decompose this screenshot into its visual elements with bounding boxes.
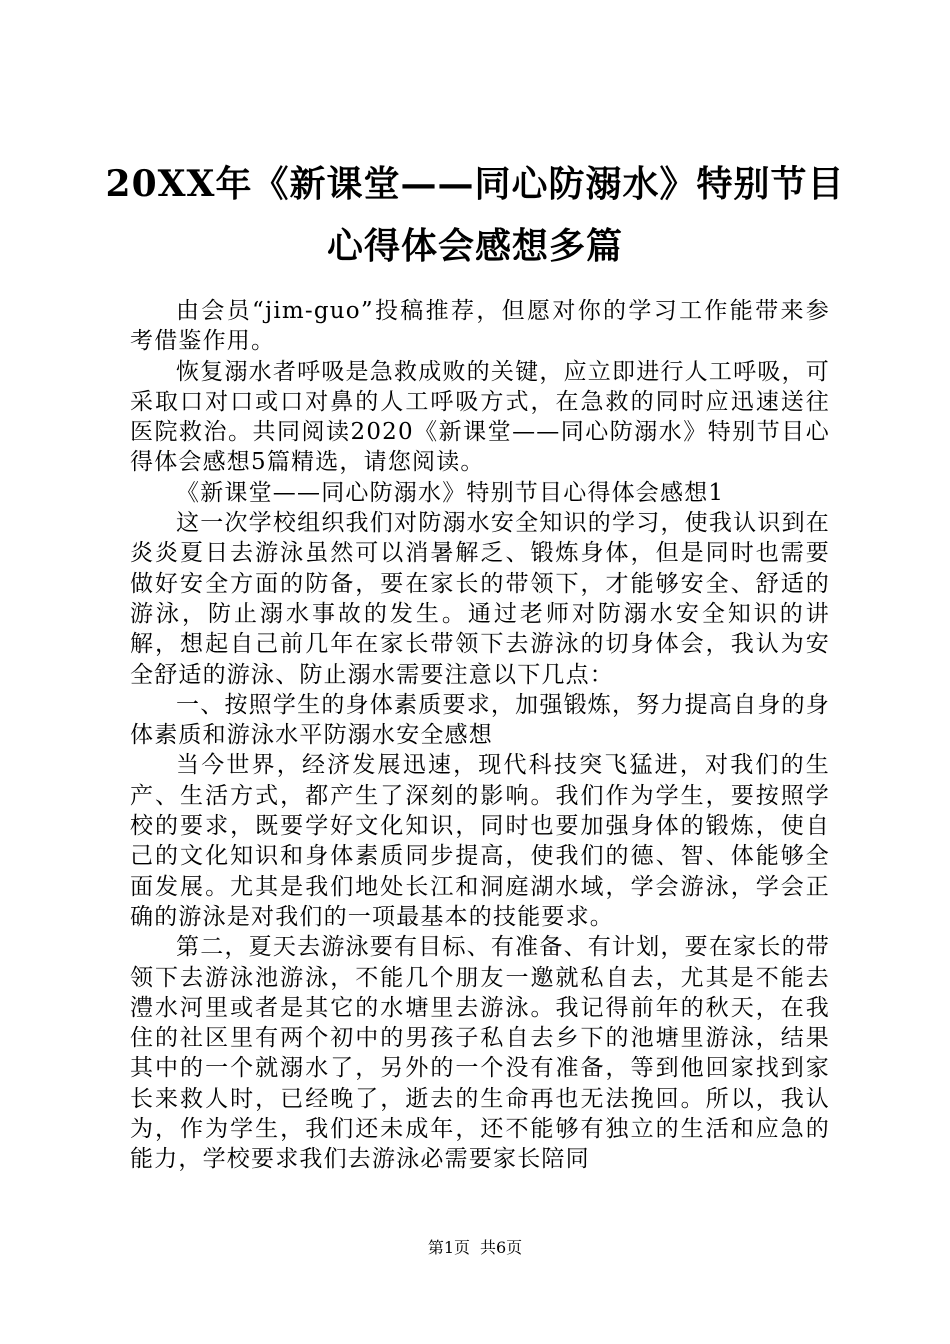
page-footer xyxy=(0,1238,950,1258)
page-number-total: 共6页 xyxy=(480,1238,523,1257)
document-title-line-1: 20XX年《新课堂——同心防溺水》特别节目 xyxy=(105,163,845,205)
paragraph-source-note: 由会员“jim-guo”投稿推荐，但愿对你的学习工作能带来参考借鉴作用。 xyxy=(130,298,830,355)
paragraph-section-heading: 《新课堂——同心防溺水》特别节目心得体会感想1 xyxy=(176,479,725,506)
paragraph-body-2: 当今世界，经济发展迅速，现代科技突飞猛进，对我们的生产、生活方式，都产生了深刻的影响。我们作为学生，要按照学校的要求，既要学好文化知识，同时也要加强身体的锻炼，使自己的文化知识和身体素质同步提高，使我们的德、智、体能够全面发展。尤其是我们地处长江和洞庭湖水域，学会游泳，学会正确的游泳是对我们的一项最基本的技能要求。 xyxy=(130,752,830,930)
paragraph-point-2: 第二，夏天去游泳要有目标、有准备、有计划，要在家长的带领下去游泳池游泳，不能几个朋友一邀就私自去，尤其是不能去澧水河里或者是其它的水塘里去游泳。我记得前年的秋天，在我住的社区里有两个初中的男孩子私自去乡下的池塘里游泳，结果其中的一个就溺水了，另外的一个没有准备，等到他回家找到家长来救人时，已经晚了，逝去的生命再也无法挽回。所以，我认为，作为学生，我们还未成年，还不能够有独立的生活和应急的能力，学校要求我们去游泳必需要家长陪同 xyxy=(130,934,830,1173)
document-body xyxy=(130,296,830,1175)
page-number-current: 第1页 xyxy=(427,1238,470,1257)
paragraph-point-1: 一、按照学生的身体素质要求，加强锻炼，努力提高自身的身体素质和游泳水平防溺水安全感想 xyxy=(130,691,830,749)
document-title-line-2: 心得体会感想多篇 xyxy=(326,225,623,267)
paragraph-body-1: 这一次学校组织我们对防溺水安全知识的学习，使我认识到在炎炎夏日去游泳虽然可以消暑解乏、锻炼身体，但是同时也需要做好安全方面的防备，要在家长的带领下，才能够安全、舒适的游泳，防止溺水事故的发生。通过老师对防溺水安全知识的讲解，想起自己前几年在家长带领下去游泳的切身体会，我认为安全舒适的游泳、防止溺水需要注意以下几点： xyxy=(130,510,830,688)
paragraph-intro: 恢复溺水者呼吸是急救成败的关键，应立即进行人工呼吸，可采取口对口或口对鼻的人工呼吸方式，在急救的同时应迅速送往医院救治。共同阅读2020《新课堂——同心防溺水》特别节目心得体会感想5篇精选，请您阅读。 xyxy=(130,358,830,476)
